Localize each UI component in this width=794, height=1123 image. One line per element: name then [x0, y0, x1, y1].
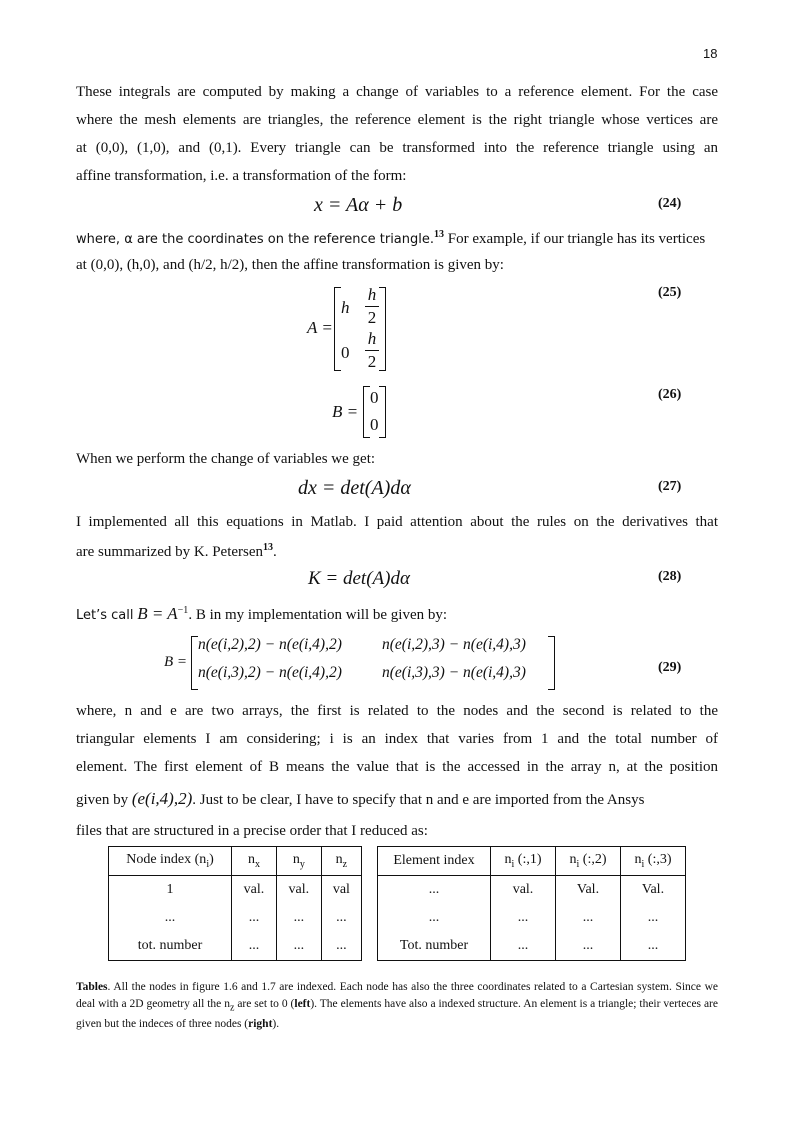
table-row [109, 932, 362, 961]
nodes-table [108, 846, 362, 961]
table-cell: ... [491, 932, 556, 961]
eq26-number: (26) [658, 387, 682, 402]
eq28-number: (28) [658, 569, 682, 584]
nodes-header-nx: $n_x$ [232, 847, 277, 876]
eq29-number: (29) [658, 660, 682, 675]
para4-line2: are summarized by K. Petersen$^{13}$. [76, 542, 277, 560]
caption-text1: . All the nodes in figure 1.6 and 1.7 are indexed. Each node has also the three coordinates related to a Cartesian system. Since we deal with a 2D geometry all the n [76, 981, 718, 1010]
para5 [76, 604, 718, 624]
eq24-lhs: x [314, 194, 323, 216]
table-cell: val. [491, 876, 556, 905]
table-header-row [378, 847, 686, 876]
table-cell: Val. [621, 876, 686, 905]
equation-28: K = det(A)dα [308, 568, 410, 589]
table-cell: Val. [556, 876, 621, 905]
elements-header-ni3: $n_i$ (:,3) [621, 847, 686, 876]
eq29-label: B = [164, 654, 188, 670]
table-cell: ... [232, 904, 277, 932]
eq25-left-bracket [334, 287, 341, 371]
eq25-number: (25) [658, 285, 682, 300]
eq29-r1c1: n(e(i,2),2) − n(e(i,4),2) [198, 636, 342, 653]
elements-header-index: Element index [378, 847, 491, 876]
para1-line3: at (0,0), (1,0), and (0,1). Every triangle can be transformed into the reference triangle using an [76, 140, 718, 156]
caption-left: left [294, 998, 311, 1010]
caption-sub-z: z [229, 1002, 235, 1014]
para5-eq: B = A [137, 604, 178, 623]
eq29-r1c2: n(e(i,2),3) − n(e(i,4),3) [382, 636, 526, 653]
eq25-a22 [365, 329, 379, 372]
table-caption [76, 979, 718, 1033]
table-cell: ... [556, 932, 621, 961]
eq24-number: (24) [658, 196, 682, 211]
table-cell: tot. number [109, 932, 232, 961]
table-cell: ... [276, 932, 321, 961]
eq26-label: B = [332, 402, 359, 421]
para6-part-a: given by [76, 792, 129, 808]
table-cell: ... [378, 876, 491, 905]
para1-line2: where the mesh elements are triangles, the reference element is the right triangle whose vertices are [76, 112, 718, 128]
equation-27: dx = det(A)dα [298, 477, 411, 499]
table-cell: val. [276, 876, 321, 905]
para2-part2: For example, if our triangle has its vertices [447, 231, 706, 247]
para6-line3: element. The first element of B means the value that is the accessed in the array n, at the position [76, 759, 718, 775]
caption-label: Tables [76, 981, 108, 993]
eq29-r2c1: n(e(i,3),2) − n(e(i,4),2) [198, 664, 342, 681]
table-row [378, 876, 686, 905]
caption-right: right [248, 1018, 273, 1031]
eq25-right-bracket [379, 287, 386, 371]
para2-line2: at (0,0), (h,0), and (h/2, h/2), then the affine transformation is given by: [76, 257, 504, 273]
table-row [109, 904, 362, 932]
table-cell: Tot. number [378, 932, 491, 961]
table-cell: ... [556, 904, 621, 932]
eq26-b1: 0 [370, 388, 379, 407]
table-cell: ... [378, 904, 491, 932]
elements-table [377, 846, 686, 961]
eq25-a12-den: 2 [367, 308, 377, 327]
equation-24 [314, 194, 402, 217]
table-row [378, 904, 686, 932]
para6-line1: where, n and e are two arrays, the first is related to the nodes and the second is related to the [76, 703, 718, 719]
caption-text2: are set to 0 ( [234, 998, 295, 1010]
eq26-b2: 0 [370, 415, 379, 434]
table-cell: val [321, 876, 361, 905]
para6-line4 [76, 789, 718, 809]
elements-header-ni1: $n_i$ (:,1) [491, 847, 556, 876]
para5-b: . B in my implementation will be given by: [188, 607, 448, 623]
eq29-right-bracket [548, 636, 555, 690]
eq24-rhs: = Aα + b [327, 194, 403, 216]
nodes-header-ny: $n_y$ [276, 847, 321, 876]
para1-line1: These integrals are computed by making a change of variables to a reference element. For the case [76, 84, 718, 100]
table-cell: val. [232, 876, 277, 905]
nodes-header-nz: $n_z$ [321, 847, 361, 876]
elements-header-ni2: $n_i$ (:,2) [556, 847, 621, 876]
para6-part-eq: (e(i,4),2) [131, 789, 193, 808]
eq26-left-bracket [363, 386, 370, 438]
table-cell: 1 [109, 876, 232, 905]
para4-text: are summarized by K. Petersen [76, 544, 264, 560]
para5-exp: −1 [177, 605, 189, 616]
eq25-label: A = [307, 318, 333, 337]
ref-13b: 13 [263, 542, 274, 553]
caption-text4: ). [272, 1018, 280, 1031]
eq26-right-bracket [379, 386, 386, 438]
table-cell: ... [621, 932, 686, 961]
para4-line1: I implemented all this equations in Matlab. I paid attention about the rules on the derivatives that [76, 514, 718, 530]
para6-part-b: . Just to be clear, I have to specify that n and e are imported from the Ansys [192, 792, 645, 808]
eq25-a21: 0 [341, 343, 350, 362]
para2-part1: where, α are the coordinates on the reference triangle. [76, 232, 435, 247]
table-header-row [109, 847, 362, 876]
table-cell: ... [321, 932, 361, 961]
eq29-r2c2: n(e(i,3),3) − n(e(i,4),3) [382, 664, 526, 681]
eq25-a11: h [341, 298, 350, 317]
eq25-a22-den: 2 [367, 352, 377, 371]
table-row [378, 932, 686, 961]
para2-line1 [76, 229, 718, 248]
eq25-a12-num: h [367, 285, 377, 304]
para6-line5: files that are structured in a precise order that I reduced as: [76, 823, 428, 839]
table-cell: ... [109, 904, 232, 932]
para3: When we perform the change of variables we get: [76, 451, 376, 467]
table-cell: ... [491, 904, 556, 932]
table-row [109, 876, 362, 905]
para5-a: Let’s call [76, 608, 134, 623]
para1-line4: affine transformation, i.e. a transformation of the form: [76, 168, 407, 184]
nodes-header-index: Node index $(n_i)$ [109, 847, 232, 876]
table-cell: ... [321, 904, 361, 932]
eq27-number: (27) [658, 479, 682, 494]
table-cell: ... [621, 904, 686, 932]
table-cell: ... [276, 904, 321, 932]
page-number: 18 [703, 46, 718, 61]
eq25-a12 [365, 285, 379, 328]
eq25-a22-num: h [367, 329, 377, 348]
ref-13: 13 [434, 229, 445, 240]
para6-line2: triangular elements I am considering; i is an index that varies from 1 and the total number of [76, 731, 718, 747]
table-cell: ... [232, 932, 277, 961]
eq29-left-bracket [191, 636, 198, 690]
caption-text3: ). The elements have also a indexed structure. An element is a triangle; their verteces are given but the indeces of three nodes ( [76, 998, 718, 1031]
